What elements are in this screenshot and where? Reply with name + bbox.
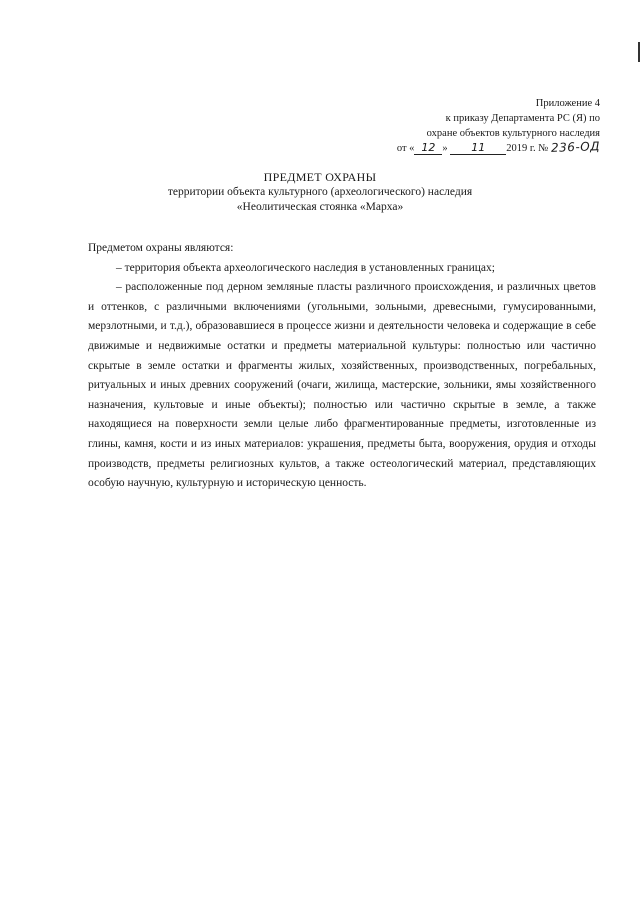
body-item-layers: – расположенные под дерном земляные пласты различного происхождения, и различных цветов и оттенков, с различными включениями (угольными, зольными, древесными, гумусированными, мерзлотными, и т.д.), образовавшиеся в процессе жизни и деятельности человека и содержащие в себе движимые и недвижимые остатки и предметы материальной культуры: полностью или частично скрытые в земле остатки и фрагменты жилых, хозяйственных, производственных, погребальных, ритуальных и иных древних сооружений (очаги, жилища, мастерские, зольники, ямы хозяйственного назначения, культовые и иные объекты); полностью или частично скрытые в земле, а также находящиеся на поверхности земли целые либо фрагментированные предметы, изготовленные из глины, камня, кости и из иных материалов: украшения, предметы быта, вооружения, орудия и отходы производств, предметы религиозных культов, а также остеологический материал, представляющих особую научную, культурную и историческую ценность. [88, 281, 596, 490]
appendix-department-line: охране объектов культурного наследия [426, 128, 600, 139]
handwritten-month: 11 [450, 142, 506, 155]
appendix-block [340, 96, 600, 156]
document-body [88, 239, 596, 494]
body-item-territory: – территория объекта археологического наследия в установленных границах; [116, 261, 495, 274]
handwritten-day: 12 [414, 142, 442, 155]
year-text: 2019 г. № [506, 143, 549, 154]
heading-subtitle-1: территории объекта культурного (археологического) наследия [167, 186, 473, 198]
body-intro: Предметом охраны являются: [88, 242, 234, 254]
heading-subtitle-2: «Неолитическая стоянка «Марха» [236, 201, 404, 213]
heading-title: ПРЕДМЕТ ОХРАНЫ [263, 170, 377, 184]
appendix-order-line: к приказу Департамента РС (Я) по [445, 113, 600, 124]
appendix-date-line [340, 141, 600, 156]
date-prefix: от « [396, 143, 415, 154]
document-heading [0, 170, 640, 215]
date-mid: » [442, 143, 448, 154]
handwritten-order-number: 236-ОД [550, 139, 601, 155]
appendix-title: Приложение 4 [535, 98, 600, 109]
